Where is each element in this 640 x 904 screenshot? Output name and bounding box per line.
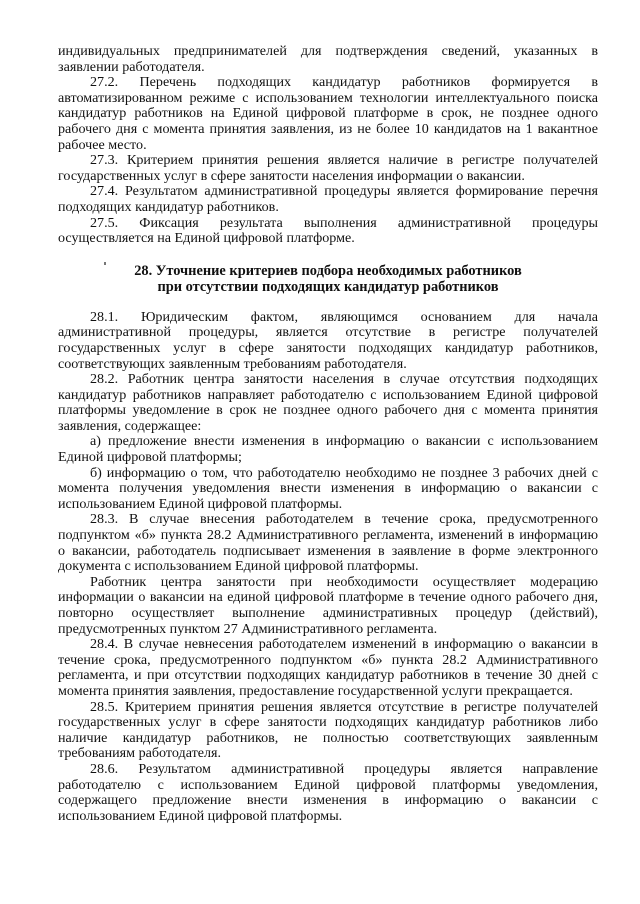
paragraph-continuation: индивидуальных предпринимателей для подтверждения сведений, указанных в заявлении работодателя. (58, 43, 598, 75)
paragraph-28-2-a: а) предложение внести изменения в информацию о вакансии с использованием Единой цифровой платформы; (58, 433, 598, 466)
paragraph-27-4: 27.4. Результатом административной процедуры является формирование перечня подходящих кандидатур работников. (58, 183, 598, 215)
paragraph-27-3: 27.3. Критерием принятия решения является наличие в регистре получателей государственных услуг в сфере занятости населения информации о вакансии. (58, 152, 598, 184)
section-28-heading (58, 263, 598, 296)
paragraph-28-3: 28.3. В случае внесения работодателем в течение срока, предусмотренного подпунктом «б» пункта 28.2 Административного регламента, изменений в информацию о вакансии, работодатель подписывает изменения в заявление в форме электронного документа с использованием Единой цифровой платформы. (58, 511, 598, 575)
paragraph-28-2: 28.2. Работник центра занятости населения в случае отсутствия подходящих кандидатур работников направляет работодателю с использованием Единой цифровой платформы уведомление в срок не позднее одного рабочего дня с момента принятия заявления, содержащее: (58, 371, 598, 434)
paragraph-27-2: 27.2. Перечень подходящих кандидатур работников формируется в автоматизированном режиме с использованием технологии интеллектуального поиска кандидатур работников на Единой цифровой платформе в срок, не позднее одного рабочего дня с момента принятия заявления, из не более 10 кандидатов на 1 вакантное рабочее место. (58, 74, 598, 153)
paragraph-28-3-moderation: Работник центра занятости при необходимости осуществляет модерацию информации о вакансии на единой цифровой платформе в течение одного рабочего дня, повторно осуществляет выполнение административных процедур (действий), предусмотренных пунктом 27 Административного регламента. (58, 573, 598, 637)
paragraph-28-2-b: б) информацию о том, что работодателю необходимо не позднее 3 рабочих дней с момента получения уведомления внести изменения в информацию о вакансии с использованием Единой цифровой платформы. (58, 464, 598, 512)
paragraph-27-5: 27.5. Фиксация результата выполнения административной процедуры осуществляется на Единой цифровой платформе. (58, 214, 598, 247)
section-heading-line-2: при отсутствии подходящих кандидатур работников (157, 279, 499, 296)
paragraph-28-5: 28.5. Критерием принятия решения является отсутствие в регистре получателей государственных услуг в сфере занятости подходящих кандидатур работников либо наличие кандидатур работников, не полностью соответствующих заявленным требованиям работодателя. (58, 698, 598, 762)
scan-speck (104, 262, 106, 265)
paragraph-28-1: 28.1. Юридическим фактом, являющимся основанием для начала административной процедуры, является отсутствие в регистре получателей государственных услуг в сфере занятости подходящих кандидатур работников, соответствующих заявленным требованиям работодателя. (58, 308, 598, 372)
section-heading-line-1: 28. Уточнение критериев подбора необходимых работников (134, 262, 522, 279)
paragraph-28-4: 28.4. В случае невнесения работодателем изменений в информацию о вакансии в течение срока, предусмотренного подпунктом «б» пункта 28.2 Административного регламента, и при отсутствии подходящих кандидатур работников в течение 30 дней с момента принятия заявления, предоставление государственной услуги прекращается. (58, 636, 598, 699)
paragraph-28-6: 28.6. Результатом административной процедуры является направление работодателю с использованием Единой цифровой платформы уведомления, содержащего предложение внести изменения в информацию о вакансии с использованием Единой цифровой платформы. (58, 760, 598, 824)
